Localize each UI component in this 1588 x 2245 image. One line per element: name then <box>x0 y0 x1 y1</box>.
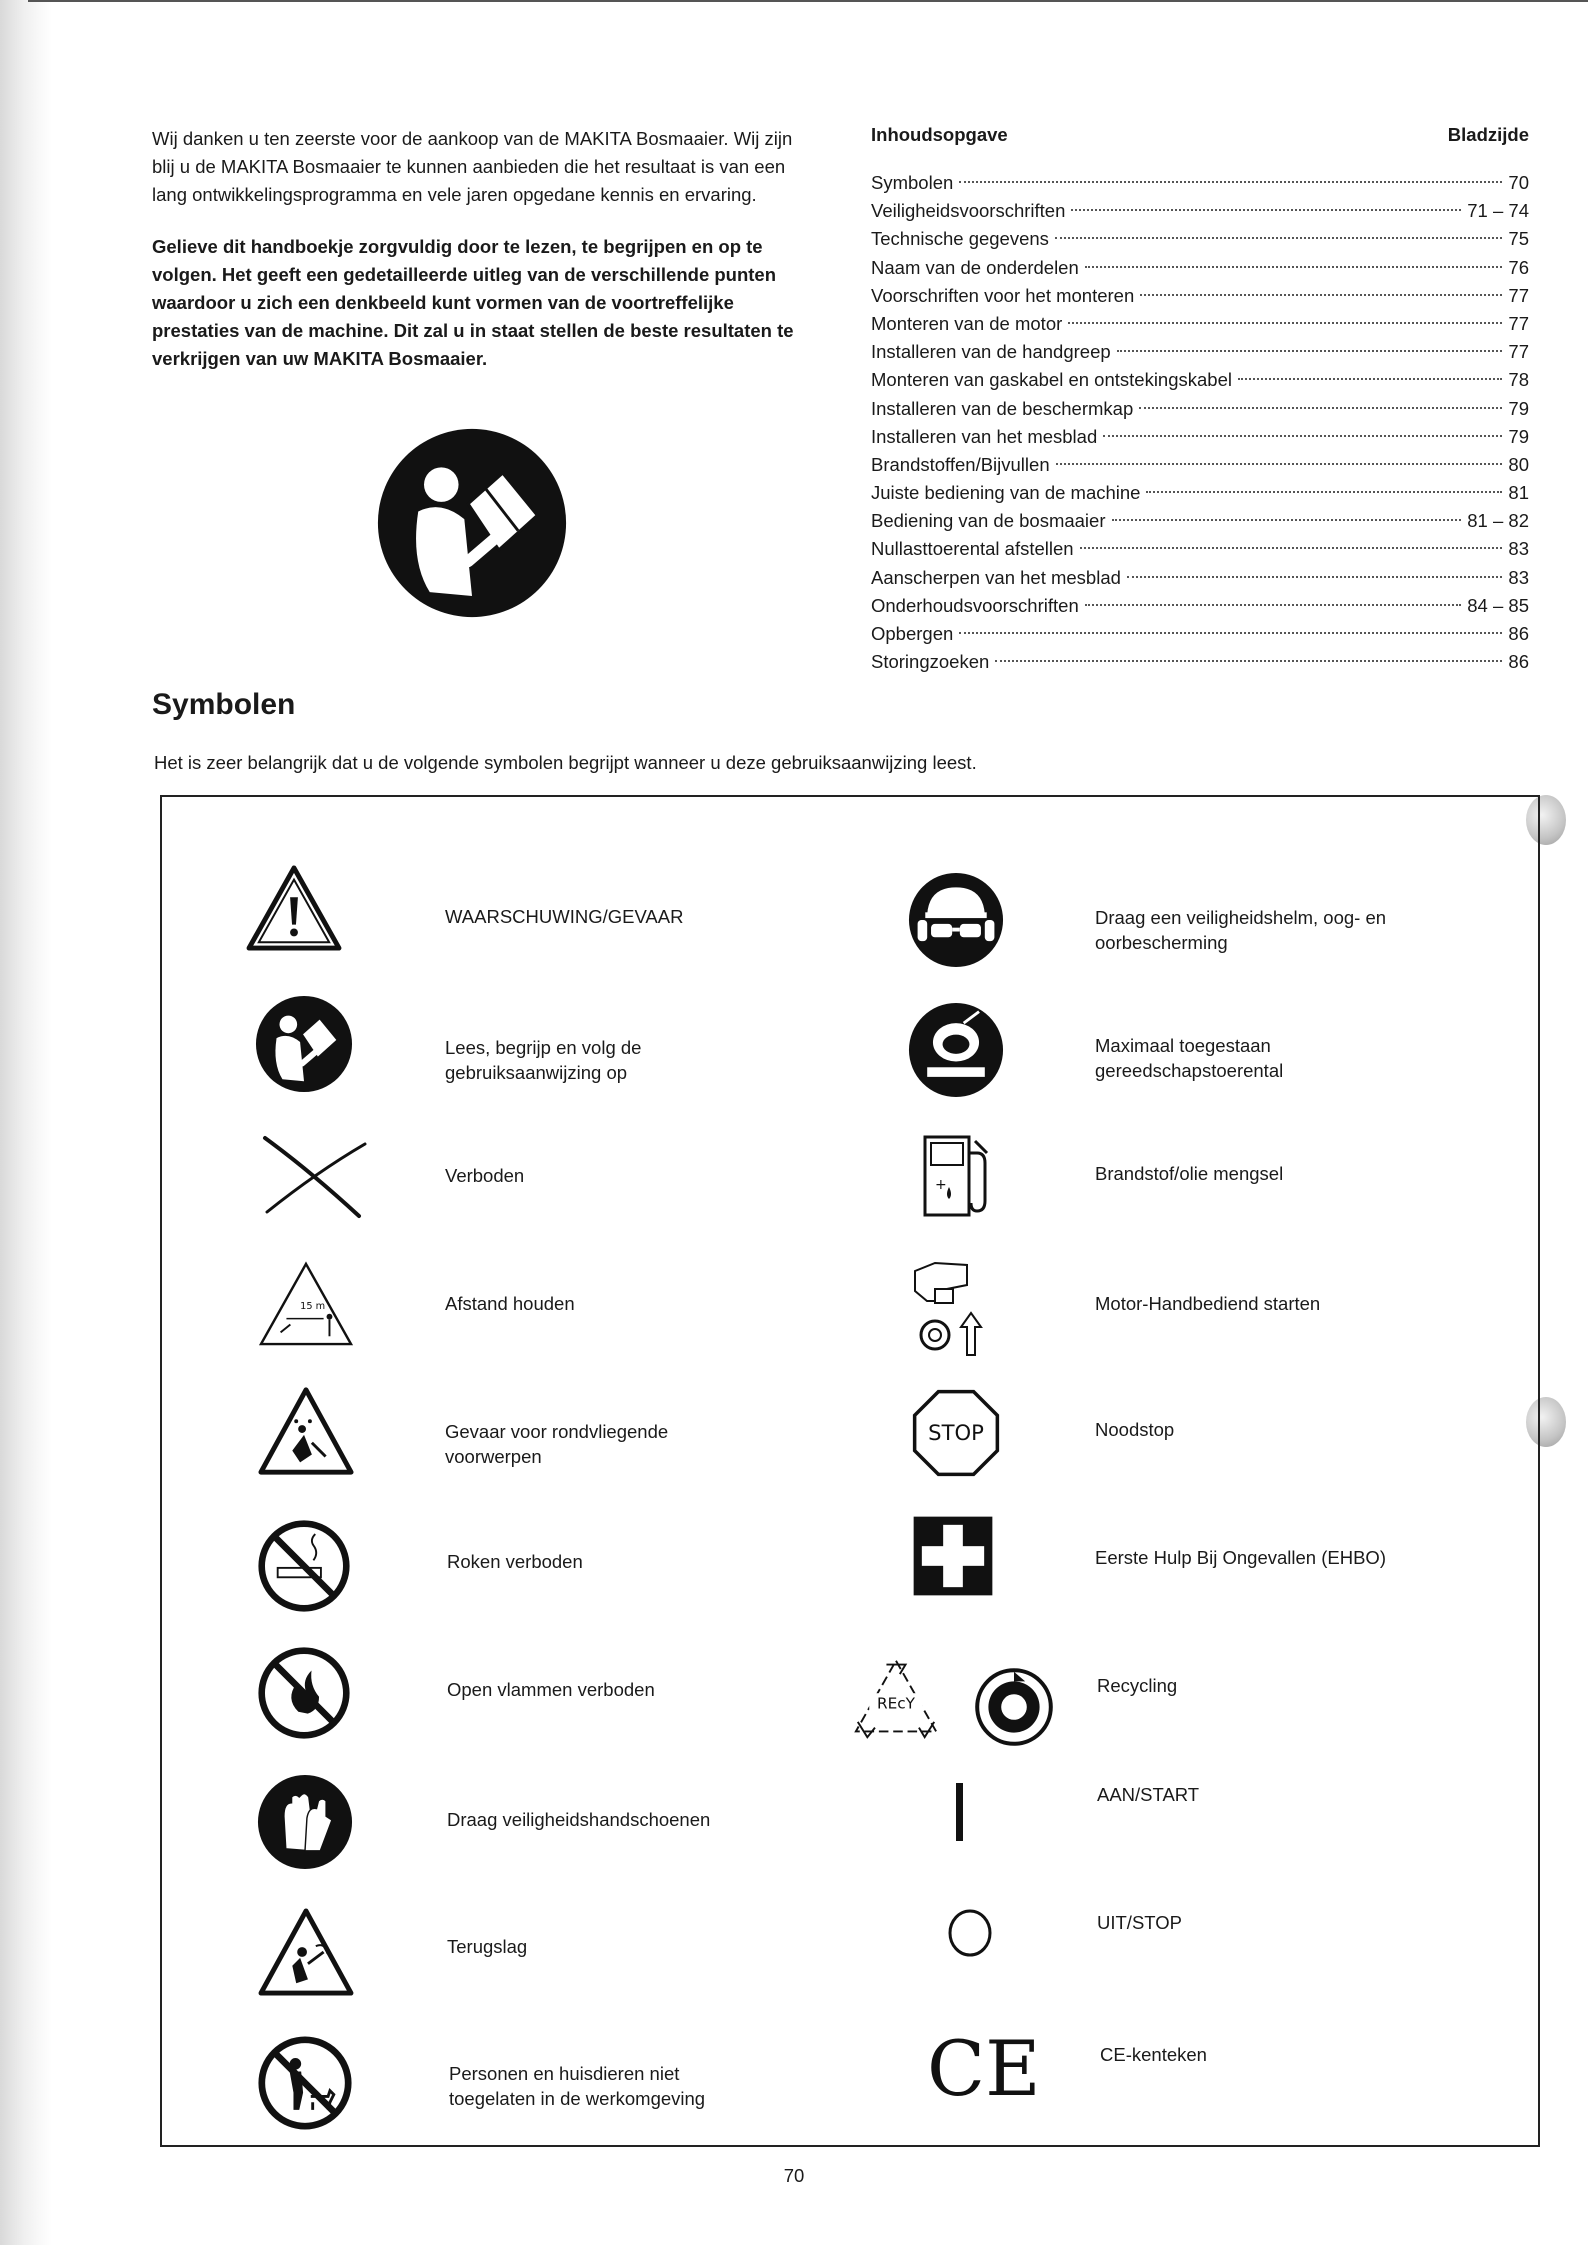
helmet-goggles-earmuffs-icon <box>908 872 1004 968</box>
symbol-label: Draag veiligheidshandschoenen <box>447 1809 711 1830</box>
toc-leader-dots <box>1055 237 1502 239</box>
toc-entry-page: 80 <box>1508 453 1529 475</box>
page-binding-edge <box>0 0 52 2245</box>
symbol-label: AAN/START <box>1097 1784 1200 1805</box>
warning-triangle-icon <box>245 864 343 952</box>
toc-entry <box>871 338 1529 366</box>
prohibited-cross-icon <box>259 1132 369 1222</box>
toc-leader-dots <box>959 632 1502 634</box>
toc-entry <box>871 310 1529 338</box>
toc-leader-dots <box>1085 604 1462 606</box>
toc-leader-dots <box>1127 576 1503 578</box>
stop-sign-icon <box>912 1389 1000 1477</box>
toc-entry-title: Monteren van de motor <box>871 312 1063 334</box>
toc-entry-page: 77 <box>1508 312 1529 334</box>
toc-entry <box>871 169 1529 197</box>
toc-entry <box>871 254 1529 282</box>
toc-leader-dots <box>1056 463 1503 465</box>
toc-entry <box>871 395 1529 423</box>
toc-entry-title: Juiste bediening van de machine <box>871 482 1141 504</box>
stop-text: STOP <box>928 1420 984 1446</box>
safety-gloves-icon <box>257 1774 353 1870</box>
symbol-label: CE-kenteken <box>1100 2044 1207 2065</box>
no-open-flame-icon <box>257 1646 351 1740</box>
toc-list <box>871 169 1529 676</box>
recycling-icon <box>848 1655 944 1741</box>
read-manual-icon <box>376 427 568 619</box>
symbol-label: Recycling <box>1097 1675 1178 1696</box>
toc-entry-page: 75 <box>1508 228 1529 250</box>
distance-text: 15 m <box>300 1300 326 1312</box>
toc-entry-title: Installeren van de beschermkap <box>871 397 1134 419</box>
green-dot-icon <box>974 1667 1054 1747</box>
symbol-label: Open vlammen verboden <box>447 1679 655 1700</box>
first-aid-icon <box>912 1515 994 1597</box>
table-of-contents <box>871 124 1529 676</box>
toc-entry <box>871 225 1529 253</box>
toc-entry <box>871 366 1529 394</box>
symbol-box <box>160 795 1540 2147</box>
toc-entry-title: Technische gegevens <box>871 228 1049 250</box>
symbol-label: Eerste Hulp Bij Ongevallen (EHBO) <box>1095 1547 1386 1568</box>
symbol-label: Lees, begrijp en volg de gebruiksaanwijzing op <box>445 1037 642 1083</box>
toc-entry-page: 79 <box>1508 425 1529 447</box>
toc-leader-dots <box>1146 491 1502 493</box>
svg-text:+: + <box>935 1177 947 1193</box>
toc-leader-dots <box>1080 547 1503 549</box>
toc-entry-page: 78 <box>1508 369 1529 391</box>
intro-paragraph-bold: Gelieve dit handboekje zorgvuldig door te lezen, te begrijpen en op te volgen. Het geeft een gedetailleerde uitleg van de verschillende punten waardoor u zich een denkbeeld kunt vormen van de voortreffelijke prestaties van de machine. Dit zal u in staat stellen de beste resultaten te verkrijgen van uw MAKITA Bosmaaier. <box>152 236 794 369</box>
toc-entry-title: Nullasttoerental afstellen <box>871 538 1074 560</box>
symbol-label: Terugslag <box>447 1936 528 1957</box>
toc-entry-page: 83 <box>1508 566 1529 588</box>
toc-entry-title: Installeren van de handgreep <box>871 341 1111 363</box>
toc-leader-dots <box>1068 322 1502 324</box>
toc-entry-page: 84 – 85 <box>1467 594 1529 616</box>
toc-heading: Inhoudsopgave <box>871 124 1008 145</box>
toc-entry-title: Opbergen <box>871 623 954 644</box>
symbol-label: Gevaar voor rondvliegende voorwerpen <box>445 1421 669 1467</box>
intro <box>152 125 812 397</box>
toc-entry-page: 79 <box>1508 397 1529 419</box>
toc-entry-page: 81 – 82 <box>1467 510 1529 532</box>
toc-entry-title: Voorschriften voor het monteren <box>871 284 1135 306</box>
toc-entry <box>871 451 1529 479</box>
toc-entry <box>871 197 1529 225</box>
no-persons-animals-icon <box>257 2035 353 2131</box>
toc-entry-title: Bediening van de bosmaaier <box>871 510 1106 532</box>
toc-entry-title: Naam van de onderdelen <box>871 256 1079 278</box>
toc-entry <box>871 423 1529 451</box>
keep-distance-icon <box>257 1260 355 1348</box>
toc-leader-dots <box>1140 294 1502 296</box>
toc-leader-dots <box>1112 519 1462 521</box>
symbol-label: Roken verboden <box>447 1551 583 1572</box>
toc-entry-page: 81 <box>1508 482 1529 504</box>
symbol-label: Verboden <box>445 1165 525 1186</box>
toc-entry-page: 71 – 74 <box>1467 200 1529 222</box>
read-manual-icon <box>255 995 353 1093</box>
toc-entry <box>871 648 1529 676</box>
max-speed-icon <box>908 1002 1004 1098</box>
page-number: 70 <box>783 2165 805 2186</box>
toc-entry-title: Installeren van het mesblad <box>871 425 1098 447</box>
toc-entry <box>871 535 1529 563</box>
off-stop-icon <box>947 1907 993 1959</box>
symbol-label: Motor-Handbediend starten <box>1095 1293 1321 1314</box>
toc-entry-page: 77 <box>1508 284 1529 306</box>
manual-start-icon <box>907 1255 997 1365</box>
symbol-label: Brandstof/olie mengsel <box>1095 1163 1284 1184</box>
toc-entry-page: 76 <box>1508 256 1529 278</box>
toc-leader-dots <box>1085 266 1503 268</box>
toc-entry-page: 86 <box>1508 623 1529 644</box>
ce-text: CE <box>927 2024 1041 2113</box>
toc-entry-page: 83 <box>1508 538 1529 560</box>
toc-entry-title: Aanscherpen van het mesblad <box>871 566 1121 588</box>
no-smoking-icon <box>257 1519 351 1613</box>
toc-leader-dots <box>1238 378 1502 380</box>
toc-entry <box>871 592 1529 620</box>
toc-leader-dots <box>1117 350 1503 352</box>
symbol-label: WAARSCHUWING/GEVAAR <box>445 906 684 927</box>
toc-entry-title: Onderhoudsvoorschriften <box>871 594 1079 616</box>
toc-header <box>871 124 1529 146</box>
toc-entry-page: 77 <box>1508 341 1529 363</box>
toc-entry-title: Symbolen <box>871 172 954 193</box>
toc-leader-dots <box>1071 209 1461 211</box>
top-rule <box>28 0 1588 2</box>
symbol-label: Maximaal toegestaan gereedschapstoerental <box>1095 1035 1284 1081</box>
ce-mark-icon <box>927 2024 1041 2113</box>
toc-leader-dots <box>1139 407 1502 409</box>
toc-entry-page: 70 <box>1508 172 1529 193</box>
toc-entry-title: Monteren van gaskabel en ontstekingskabel <box>871 369 1232 391</box>
toc-entry-title: Storingzoeken <box>871 651 990 673</box>
toc-page-heading: Bladzijde <box>1447 124 1529 145</box>
symbol-label: Personen en huisdieren niet toegelaten in de werkomgeving <box>449 2063 706 2109</box>
toc-leader-dots <box>959 181 1502 183</box>
toc-entry <box>871 564 1529 592</box>
toc-entry <box>871 620 1529 648</box>
toc-entry <box>871 507 1529 535</box>
toc-entry-title: Veiligheidsvoorschriften <box>871 200 1066 222</box>
toc-leader-dots <box>995 660 1502 662</box>
kickback-icon <box>257 1907 355 1997</box>
toc-entry <box>871 282 1529 310</box>
toc-entry-title: Brandstoffen/Bijvullen <box>871 453 1050 475</box>
toc-leader-dots <box>1103 435 1502 437</box>
symbol-label: Afstand houden <box>445 1293 575 1314</box>
toc-entry-page: 86 <box>1508 651 1529 673</box>
section-intro: Het is zeer belangrijk dat u de volgende symbolen begrijpt wanneer u deze gebruiksaanwijzing leest. <box>154 752 977 773</box>
section-title: Symbolen <box>152 688 296 721</box>
fuel-pump-icon <box>919 1131 999 1221</box>
flying-objects-icon <box>257 1385 355 1477</box>
toc-entry <box>871 479 1529 507</box>
on-start-icon <box>955 1783 965 1841</box>
symbol-label: UIT/STOP <box>1097 1912 1182 1933</box>
symbol-label: Draag een veiligheidshelm, oog- en oorbescherming <box>1095 907 1387 953</box>
intro-paragraph: Wij danken u ten zeerste voor de aankoop van de MAKITA Bosmaaier. Wij zijn blij u de MAKITA Bosmaaier te kunnen aanbieden die het resultaat is van een lang ontwikkelingsprogramma en vele jaren opgedane kennis en ervaring. <box>152 128 793 205</box>
recycling-text: REcY <box>877 1694 915 1713</box>
symbol-label: Noodstop <box>1095 1419 1175 1440</box>
